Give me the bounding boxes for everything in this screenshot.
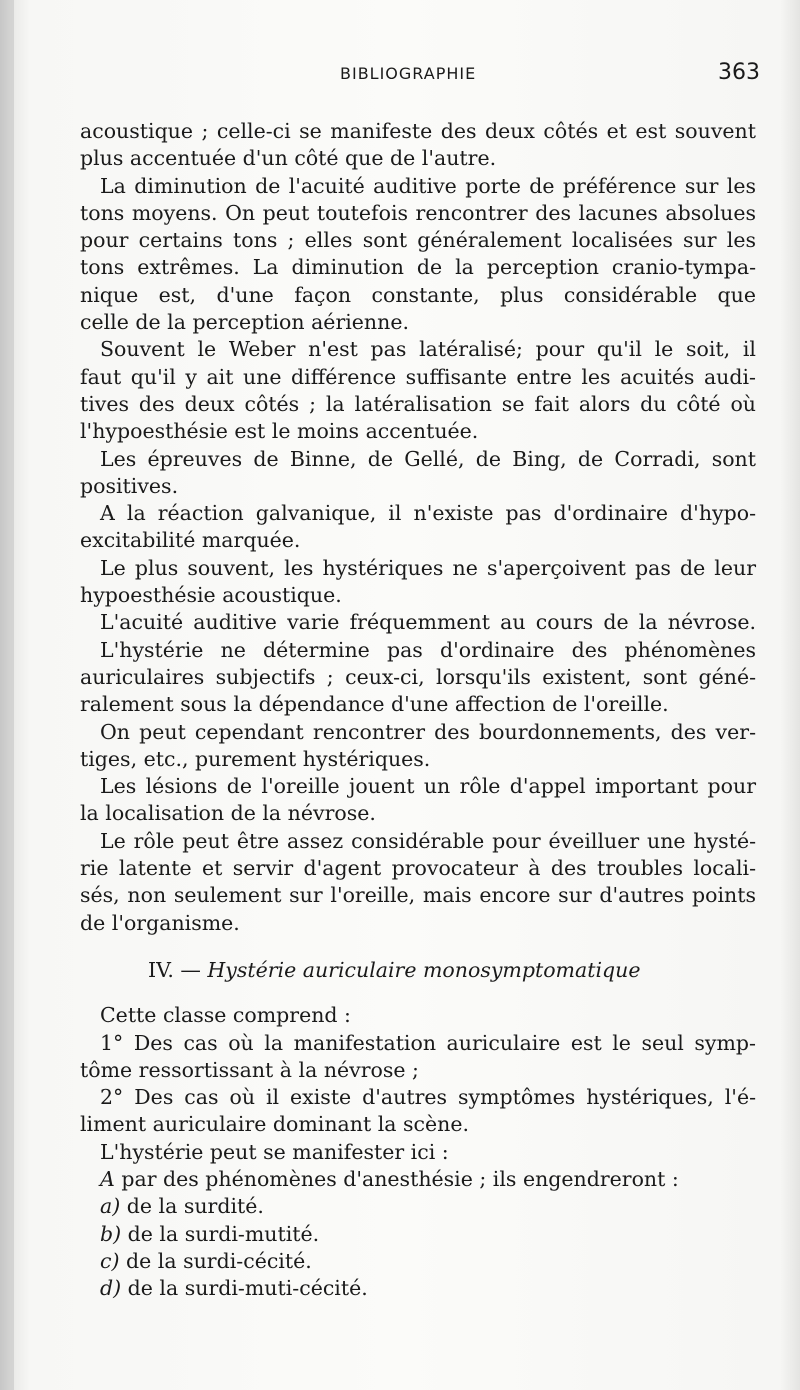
text-line: positives. [80, 473, 179, 498]
sub-list-marker: c) [100, 1248, 120, 1273]
text-line: Le plus souvent, les hystériques ne s'aperçoivent pas de leur [100, 555, 756, 580]
text-line: Le rôle peut être assez considérable pour éveilluer une hysté- [100, 828, 756, 853]
list-item-a [80, 1166, 756, 1193]
text-line: Cette classe comprend : [100, 1003, 351, 1028]
sub-list-item [80, 1221, 756, 1248]
sub-list-marker: a) [100, 1194, 121, 1219]
text-line: celle de la perception aérienne. [80, 310, 409, 335]
text-line: On peut cependant rencontrer des bourdonnements, des ver- [100, 719, 756, 744]
text-line: tons extrêmes. La diminution de la perception cranio-tympa- [80, 255, 756, 280]
text-line: rie latente et servir d'agent provocateur à des troubles locali- [80, 856, 756, 881]
sub-list-text: de la surdité. [126, 1194, 264, 1219]
text-line: auriculaires subjectifs ; ceux-ci, lorsqu'ils existent, sont géné- [80, 664, 756, 689]
text-line: liment auriculaire dominant la scène. [80, 1112, 470, 1137]
text-line: tons moyens. On peut toutefois rencontrer des lacunes absolues [80, 200, 756, 225]
text-line: A la réaction galvanique, il n'existe pas d'ordinaire d'hypo- [100, 501, 756, 526]
text-line: tiges, etc., purement hystériques. [80, 746, 431, 771]
text-line: acoustique ; celle-ci se manifeste des deux côtés et est souvent [80, 119, 756, 143]
text-line: nique est, d'une façon constante, plus considérable que [80, 282, 756, 307]
text-line: excitabilité marquée. [80, 528, 301, 553]
running-head [80, 60, 760, 94]
text-line: Les épreuves de Binne, de Gellé, de Bing, de Corradi, sont [100, 446, 756, 471]
sub-list-marker: d) [100, 1276, 122, 1301]
text-line: 1° Des cas où la manifestation auriculaire est le seul symp- [100, 1030, 756, 1055]
list-text: par des phénomènes d'anesthésie ; ils engendreront : [121, 1166, 679, 1191]
sub-list-text: de la surdi-muti-cécité. [127, 1276, 368, 1301]
text-line: sés, non seulement sur l'oreille, mais encore sur d'autres points [80, 883, 756, 908]
page-gutter-shadow [0, 0, 14, 1390]
text-line: pour certains tons ; elles sont généralement localisées sur les [80, 228, 756, 253]
text-line: tôme ressortissant à la névrose ; [80, 1057, 419, 1082]
section-number: IV. — [148, 957, 201, 982]
text-line: L'hystérie ne détermine pas d'ordinaire des phénomènes [100, 637, 756, 662]
sub-list-item [80, 1248, 756, 1275]
sub-list-item [80, 1275, 756, 1302]
sub-list-text: de la surdi-cécité. [126, 1248, 312, 1273]
text-line: faut qu'il y ait une différence suffisante entre les acuités audi- [80, 364, 756, 389]
page-number: 363 [718, 60, 760, 85]
section-title: Hystérie auriculaire monosymptomatique [207, 957, 641, 982]
sub-list-item [80, 1193, 756, 1220]
text-line: L'acuité auditive varie fréquemment au cours de la névrose. [100, 610, 756, 635]
sub-list-marker: b) [100, 1221, 122, 1246]
section-heading [80, 957, 756, 984]
text-line: de l'organisme. [80, 910, 240, 935]
text-line: 2° Des cas où il existe d'autres symptômes hystériques, l'é- [100, 1085, 756, 1110]
text-line: tives des deux côtés ; la latéralisation se fait alors du côté où [80, 391, 756, 416]
text-line: plus accentuée d'un côté que de l'autre. [80, 146, 497, 171]
body-text [80, 118, 756, 1302]
text-line: L'hystérie peut se manifester ici : [100, 1139, 449, 1164]
sub-list-text: de la surdi-mutité. [127, 1221, 320, 1246]
running-title: BIBLIOGRAPHIE [340, 64, 477, 83]
text-line: La diminution de l'acuité auditive porte de préférence sur les [100, 173, 756, 198]
text-line: l'hypoesthésie est le moins accentuée. [80, 419, 479, 444]
text-line: ralement sous la dépendance d'une affection de l'oreille. [80, 692, 669, 717]
text-line: la localisation de la névrose. [80, 801, 376, 826]
text-line: hypoesthésie acoustique. [80, 583, 342, 608]
list-marker: A [100, 1166, 115, 1191]
text-line: Souvent le Weber n'est pas latéralisé; pour qu'il le soit, il [100, 337, 756, 362]
text-line: Les lésions de l'oreille jouent un rôle d'appel important pour [100, 774, 756, 799]
